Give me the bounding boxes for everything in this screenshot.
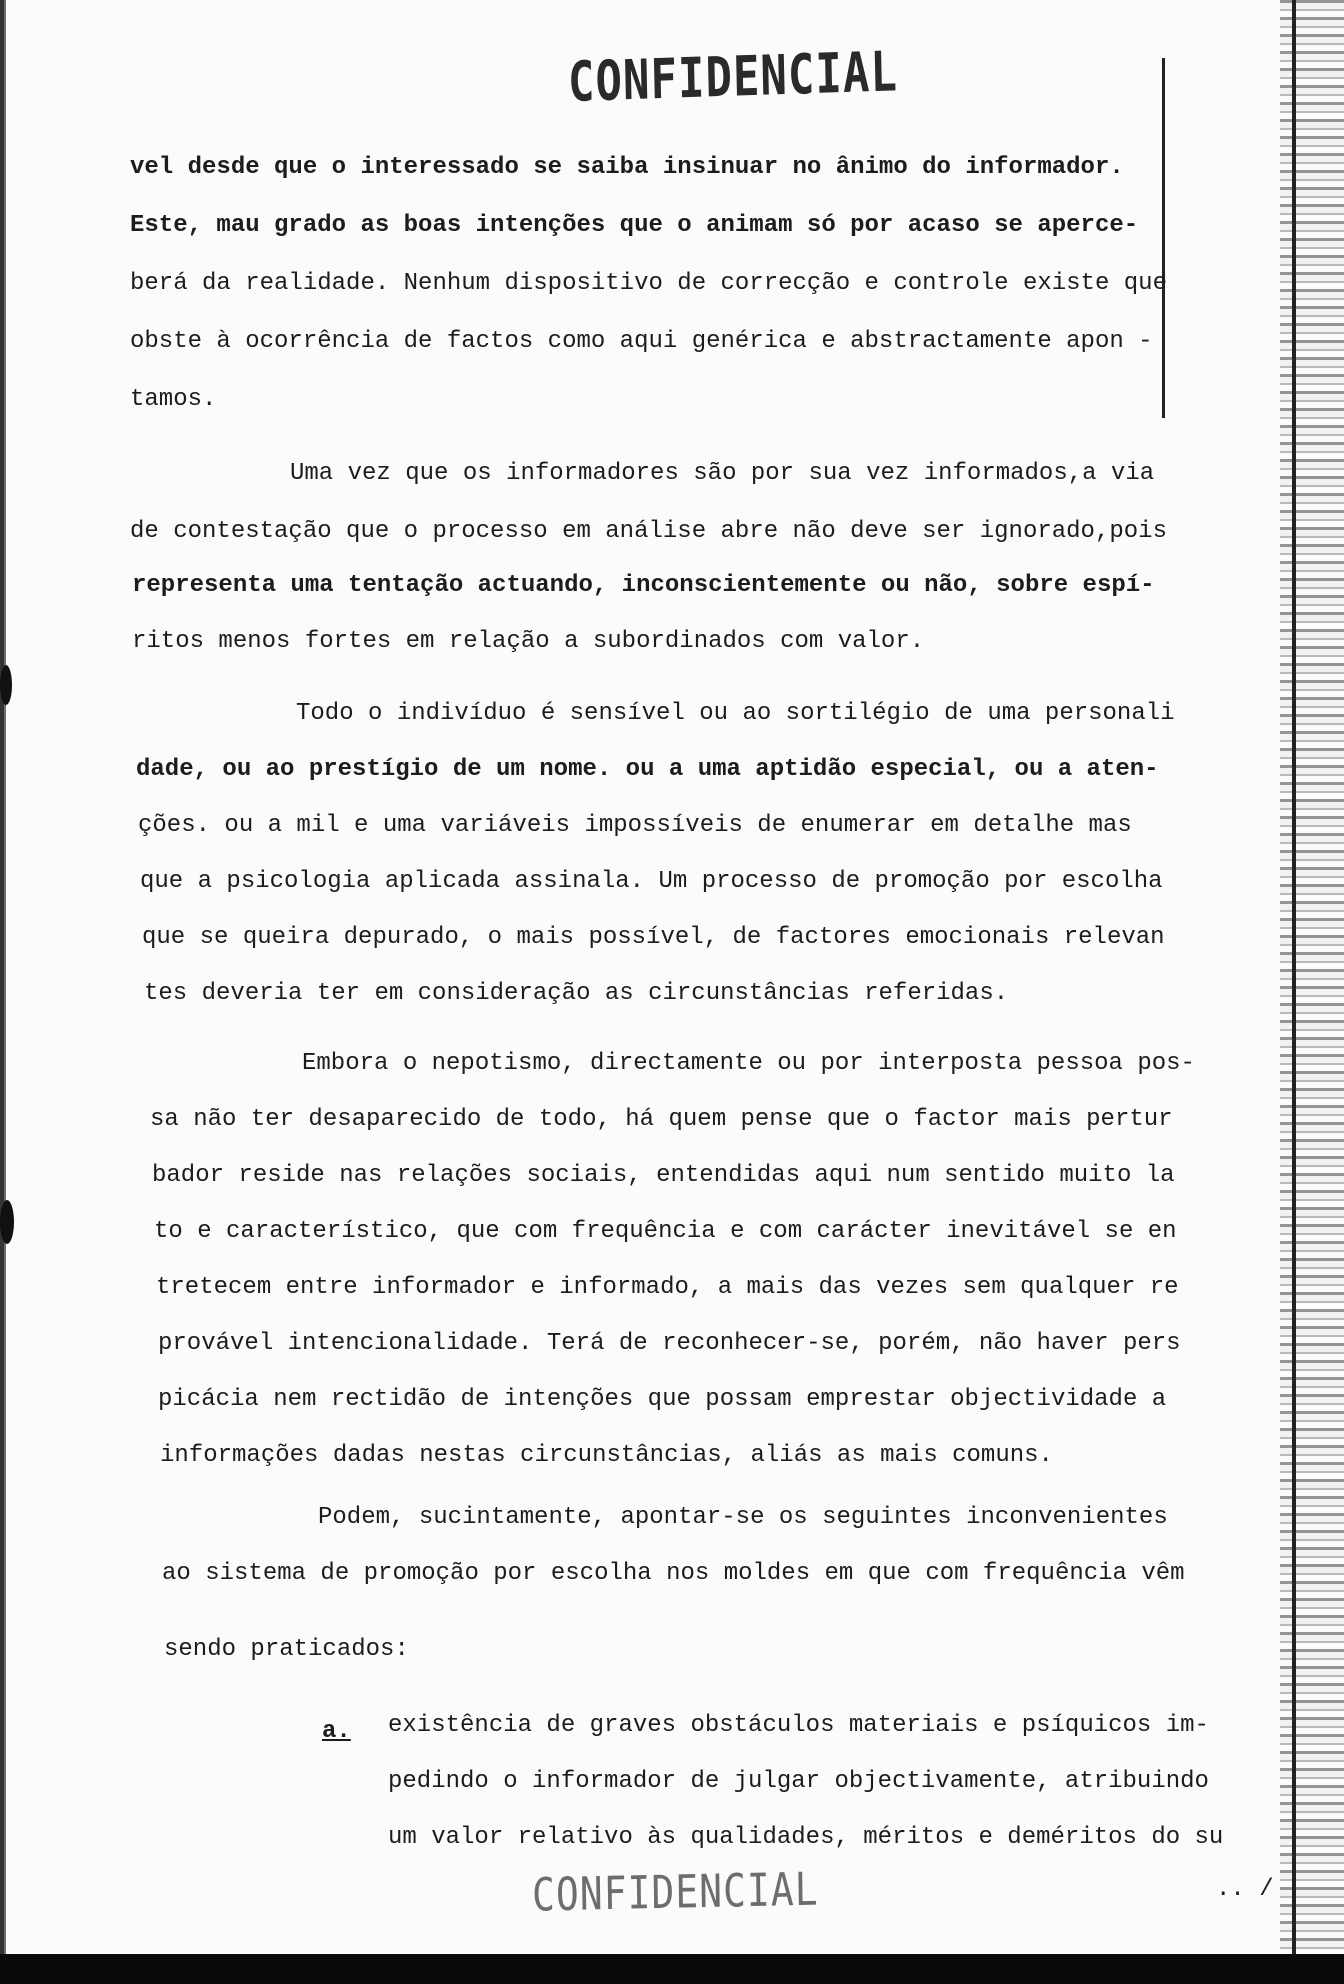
page-continuation-mark: .. / (1216, 1876, 1274, 1903)
text-line: tamos. (130, 386, 217, 413)
scan-bottom-band (0, 1954, 1344, 1984)
text-line: obste à ocorrência de factos como aqui genérica e abstractamente apon - (130, 328, 1153, 355)
text-line: sendo praticados: (164, 1636, 409, 1663)
text-line: ções. ou a mil e uma variáveis impossíveis de enumerar em detalhe mas (138, 812, 1132, 839)
text-line: dade, ou ao prestígio de um nome. ou a uma aptidão especial, ou a aten- (136, 756, 1159, 783)
text-line: berá da realidade. Nenhum dispositivo de correcção e controle existe que (130, 270, 1167, 297)
text-line: provável intencionalidade. Terá de reconhecer-se, porém, não haver pers (158, 1330, 1181, 1357)
list-item-line: pedindo o informador de julgar objectivamente, atribuindo (388, 1768, 1209, 1795)
text-line: de contestação que o processo em análise abre não deve ser ignorado,pois (130, 518, 1167, 545)
list-item-line: existência de graves obstáculos materiais e psíquicos im- (388, 1712, 1209, 1739)
text-line: representa uma tentação actuando, inconscientemente ou não, sobre espí- (132, 572, 1155, 599)
text-line: ritos menos fortes em relação a subordinados com valor. (132, 628, 925, 655)
text-line: tretecem entre informador e informado, a mais das vezes sem qualquer re (156, 1274, 1179, 1301)
text-line: vel desde que o interessado se saiba insinuar no ânimo do informador. (130, 154, 1124, 181)
text-line: Podem, sucintamente, apontar-se os seguintes inconvenientes (318, 1504, 1168, 1531)
list-item-marker: a. (322, 1718, 351, 1745)
text-line: informações dadas nestas circunstâncias, aliás as mais comuns. (160, 1442, 1053, 1469)
text-line: Este, mau grado as boas intenções que o animam só por acaso se aperce- (130, 212, 1139, 239)
list-item-line: um valor relativo às qualidades, méritos e deméritos do su (388, 1824, 1224, 1851)
text-line: tes deveria ter em consideração as circunstâncias referidas. (144, 980, 1009, 1007)
scan-left-edge (0, 0, 12, 1960)
text-line: Uma vez que os informadores são por sua vez informados,a via (290, 460, 1155, 487)
text-line: ao sistema de promoção por escolha nos moldes em que com frequência vêm (162, 1560, 1185, 1587)
punch-hole-mark (0, 665, 12, 705)
punch-hole-mark (0, 1200, 14, 1244)
text-line: picácia nem rectidão de intenções que possam emprestar objectividade a (158, 1386, 1167, 1413)
text-line: que a psicologia aplicada assinala. Um processo de promoção por escolha (140, 868, 1163, 895)
text-line: Embora o nepotismo, directamente ou por interposta pessoa pos- (302, 1050, 1195, 1077)
text-line: bador reside nas relações sociais, entendidas aqui num sentido muito la (152, 1162, 1175, 1189)
confidential-stamp-top: CONFIDENCIAL (567, 40, 899, 115)
text-line: to e característico, que com frequência e com carácter inevitável se en (154, 1218, 1177, 1245)
text-line: Todo o indivíduo é sensível ou ao sortilégio de uma personali (296, 700, 1175, 727)
text-line: sa não ter desaparecido de todo, há quem pense que o factor mais pertur (150, 1106, 1173, 1133)
text-line: que se queira depurado, o mais possível, de factores emocionais relevan (142, 924, 1165, 951)
margin-rule-line (1162, 58, 1165, 418)
scan-right-edge (1280, 0, 1344, 1960)
scan-right-border-line (1292, 0, 1296, 1960)
confidential-stamp-bottom: CONFIDENCIAL (531, 1862, 819, 1922)
